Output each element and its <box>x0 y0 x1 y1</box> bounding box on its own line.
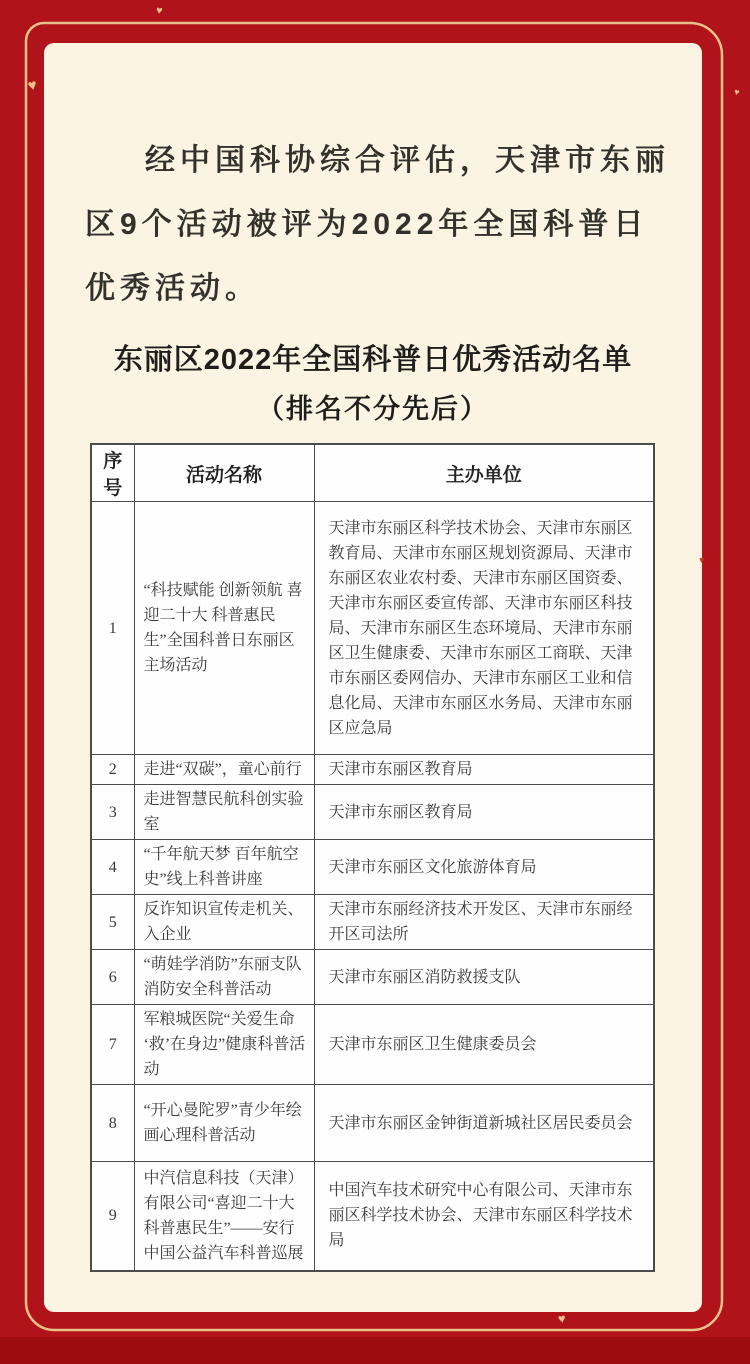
table-row <box>91 755 654 785</box>
row-number: 5 <box>91 895 134 950</box>
organizer: 天津市东丽区教育局 <box>314 785 654 840</box>
activity-name: “开心曼陀罗”青少年绘画心理科普活动 <box>134 1085 314 1162</box>
organizer: 天津市东丽区卫生健康委员会 <box>314 1005 654 1085</box>
row-number: 4 <box>91 840 134 895</box>
organizer: 天津市东丽区教育局 <box>314 755 654 785</box>
organizer: 天津市东丽区金钟街道新城社区居民委员会 <box>314 1085 654 1162</box>
table-row <box>91 1005 654 1085</box>
heart-icon: ♥ <box>26 76 39 95</box>
row-number: 9 <box>91 1162 134 1271</box>
row-number: 6 <box>91 950 134 1005</box>
table-row <box>91 950 654 1005</box>
row-number: 7 <box>91 1005 134 1085</box>
heart-icon: ♥ <box>698 554 706 566</box>
table-row <box>91 895 654 950</box>
heart-icon: ♥ <box>556 1310 567 1327</box>
activity-name: 中汽信息科技（天津）有限公司“喜迎二十大 科普惠民生”——安行中国公益汽车科普巡展 <box>134 1162 314 1271</box>
organizer: 天津市东丽区消防救援支队 <box>314 950 654 1005</box>
page-title: 东丽区2022年全国科普日优秀活动名单 <box>113 344 633 376</box>
table-row <box>91 785 654 840</box>
activity-name: “科技赋能 创新领航 喜迎二十大 科普惠民生”全国科普日东丽区主场活动 <box>134 502 314 755</box>
organizer: 天津市东丽经济技术开发区、天津市东丽经开区司法所 <box>314 895 654 950</box>
bottom-red-band <box>0 1337 750 1364</box>
heart-icon: ♥ <box>155 4 164 18</box>
heart-icon: ♥ <box>732 86 741 98</box>
table-row <box>91 1162 654 1271</box>
col-header-organizer: 主办单位 <box>314 444 654 502</box>
table-header-row <box>91 444 654 502</box>
table-row <box>91 840 654 895</box>
organizer: 天津市东丽区科学技术协会、天津市东丽区教育局、天津市东丽区规划资源局、天津市东丽区农业农村委、天津市东丽区国资委、天津市东丽区委宣传部、天津市东丽区科技局、天津市东丽区生态环境局、天津市东丽区卫生健康委、天津市东丽区工商联、天津市东丽区委网信办、天津市东丽区工业和信息化局、天津市东丽区水务局、天津市东丽区应急局 <box>314 502 654 755</box>
row-number: 8 <box>91 1085 134 1162</box>
col-header-index: 序号 <box>91 444 134 502</box>
row-number: 3 <box>91 785 134 840</box>
activity-name: 走进“双碳”，童心前行 <box>134 755 314 785</box>
page-subtitle: （排名不分先后） <box>257 394 489 424</box>
content-panel <box>44 43 702 1312</box>
organizer: 天津市东丽区文化旅游体育局 <box>314 840 654 895</box>
activity-name: 反诈知识宣传走机关、入企业 <box>134 895 314 950</box>
activity-name: 军粮城医院“关爱生命 ‘救’在身边”健康科普活动 <box>134 1005 314 1085</box>
activity-name: 走进智慧民航科创实验室 <box>134 785 314 840</box>
row-number: 1 <box>91 502 134 755</box>
activities-table <box>90 443 655 1272</box>
organizer: 中国汽车技术研究中心有限公司、天津市东丽区科学技术协会、天津市东丽区科学技术局 <box>314 1162 654 1271</box>
activity-name: “千年航天梦 百年航空史”线上科普讲座 <box>134 840 314 895</box>
row-number: 2 <box>91 755 134 785</box>
col-header-activity-name: 活动名称 <box>134 444 314 502</box>
intro-paragraph: 经中国科协综合评估，天津市东丽区9个活动被评为2022年全国科普日优秀活动。 <box>85 144 670 305</box>
table-row <box>91 1085 654 1162</box>
activity-name: “萌娃学消防”东丽支队消防安全科普活动 <box>134 950 314 1005</box>
table-row <box>91 502 654 755</box>
